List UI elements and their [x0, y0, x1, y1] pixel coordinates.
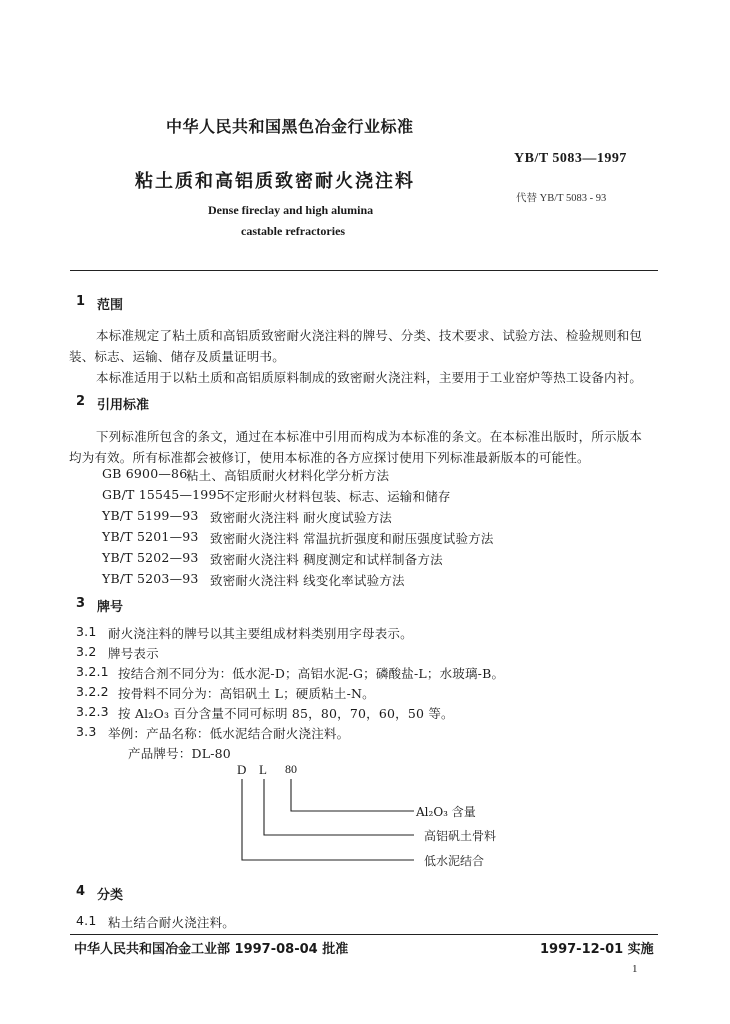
- reference-code: GB/T 15545—1995: [102, 487, 225, 502]
- clause-text: 按骨料不同分为：高铝矾土 L；硬质粘土-N。: [118, 686, 375, 701]
- section-2-title: 引用标准: [97, 398, 150, 413]
- reference-code: GB 6900—86: [102, 466, 188, 481]
- section-4-title: 分类: [97, 888, 124, 903]
- section-1-number: 1: [76, 294, 86, 309]
- implementation-date: 1997-12-01 实施: [540, 942, 654, 957]
- section-2-paragraph-line-2: 均为有效。所有标准都会被修订，使用本标准的各方应探讨使用下列标准最新版本的可能性。: [69, 450, 590, 465]
- page-number: 1: [632, 963, 638, 975]
- section-1-paragraph-2: 本标准适用于以粘土质和高铝质原料制成的致密耐火浇注料，主要用于工业窑炉等热工设备内衬。: [96, 370, 643, 385]
- section-2-paragraph-line-1: 下列标准所包含的条文，通过在本标准中引用而构成为本标准的条文。在本标准出版时，所示版本: [96, 429, 643, 444]
- clause-number: 3.1: [76, 624, 97, 639]
- clause-number: 3.2: [76, 644, 97, 659]
- clause-number: 4.1: [76, 913, 97, 928]
- footer-divider: [70, 934, 658, 935]
- clause-text: 举例：产品名称：低水泥结合耐火浇注料。: [108, 726, 350, 741]
- clause-text: 牌号表示: [108, 646, 159, 661]
- clause-number: 3.3: [76, 724, 97, 739]
- diagram-number: 80: [285, 762, 297, 776]
- reference-name: 致密耐火浇注料 线变化率试验方法: [210, 573, 405, 588]
- diagram-letter-l: L: [259, 762, 267, 777]
- section-1-paragraph-1-line-1: 本标准规定了粘土质和高铝质致密耐火浇注料的牌号、分类、技术要求、试验方法、检验规则和包: [96, 328, 643, 343]
- connector-binder: [242, 779, 414, 860]
- english-title-line-1: Dense fireclay and high alumina: [208, 203, 374, 217]
- section-4-number: 4: [76, 884, 86, 899]
- reference-name: 不定形耐火材料包装、标志、运输和储存: [222, 489, 451, 504]
- reference-name: 致密耐火浇注料 常温抗折强度和耐压强度试验方法: [210, 531, 494, 546]
- section-3-number: 3: [76, 596, 86, 611]
- clause-text: 耐火浇注料的牌号以其主要组成材料类别用字母表示。: [108, 626, 413, 641]
- reference-code: YB/T 5199—93: [102, 508, 199, 523]
- section-2-number: 2: [76, 394, 86, 409]
- clause-text: 粘土结合耐火浇注料。: [108, 915, 236, 930]
- reference-name: 致密耐火浇注料 稠度测定和试样制备方法: [210, 552, 443, 567]
- reference-code: YB/T 5202—93: [102, 550, 199, 565]
- diagram-label-aggregate: 高铝矾土骨料: [424, 829, 497, 843]
- issuing-organization: 中华人民共和国黑色冶金行业标准: [166, 117, 414, 136]
- clause-number: 3.2.1: [76, 664, 109, 679]
- replaces-standard: 代替 YB/T 5083 - 93: [516, 193, 607, 204]
- connector-aggregate: [264, 779, 414, 835]
- clause-text: 按 Al₂O₃ 百分含量不同可标明 85，80，70，60，50 等。: [118, 706, 454, 721]
- example-product-code: 产品牌号：DL-80: [128, 746, 231, 761]
- diagram-label-binder: 低水泥结合: [424, 854, 485, 868]
- document-title: 粘土质和高铝质致密耐火浇注料: [135, 171, 415, 192]
- reference-code: YB/T 5201—93: [102, 529, 199, 544]
- clause-number: 3.2.2: [76, 684, 109, 699]
- standard-code: YB/T 5083—1997: [514, 151, 627, 166]
- section-1-title: 范围: [97, 298, 124, 313]
- clause-text: 按结合剂不同分为：低水泥-D；高铝水泥-G；磷酸盐-L；水玻璃-B。: [118, 666, 505, 681]
- connector-al2o3: [291, 779, 414, 811]
- section-3-title: 牌号: [97, 600, 124, 615]
- english-title-line-2: castable refractories: [241, 224, 346, 238]
- reference-code: YB/T 5203—93: [102, 571, 199, 586]
- diagram-letter-d: D: [237, 762, 247, 777]
- diagram-label-alumina-content: Al₂O₃ 含量: [416, 805, 476, 819]
- approval-line: 中华人民共和国冶金工业部 1997-08-04 批准: [74, 942, 349, 957]
- clause-number: 3.2.3: [76, 704, 109, 719]
- reference-name: 粘土、高铝质耐火材料化学分析方法: [186, 468, 390, 483]
- reference-name: 致密耐火浇注料 耐火度试验方法: [210, 510, 392, 525]
- section-1-paragraph-1-line-2: 装、标志、运输、储存及质量证明书。: [69, 349, 285, 364]
